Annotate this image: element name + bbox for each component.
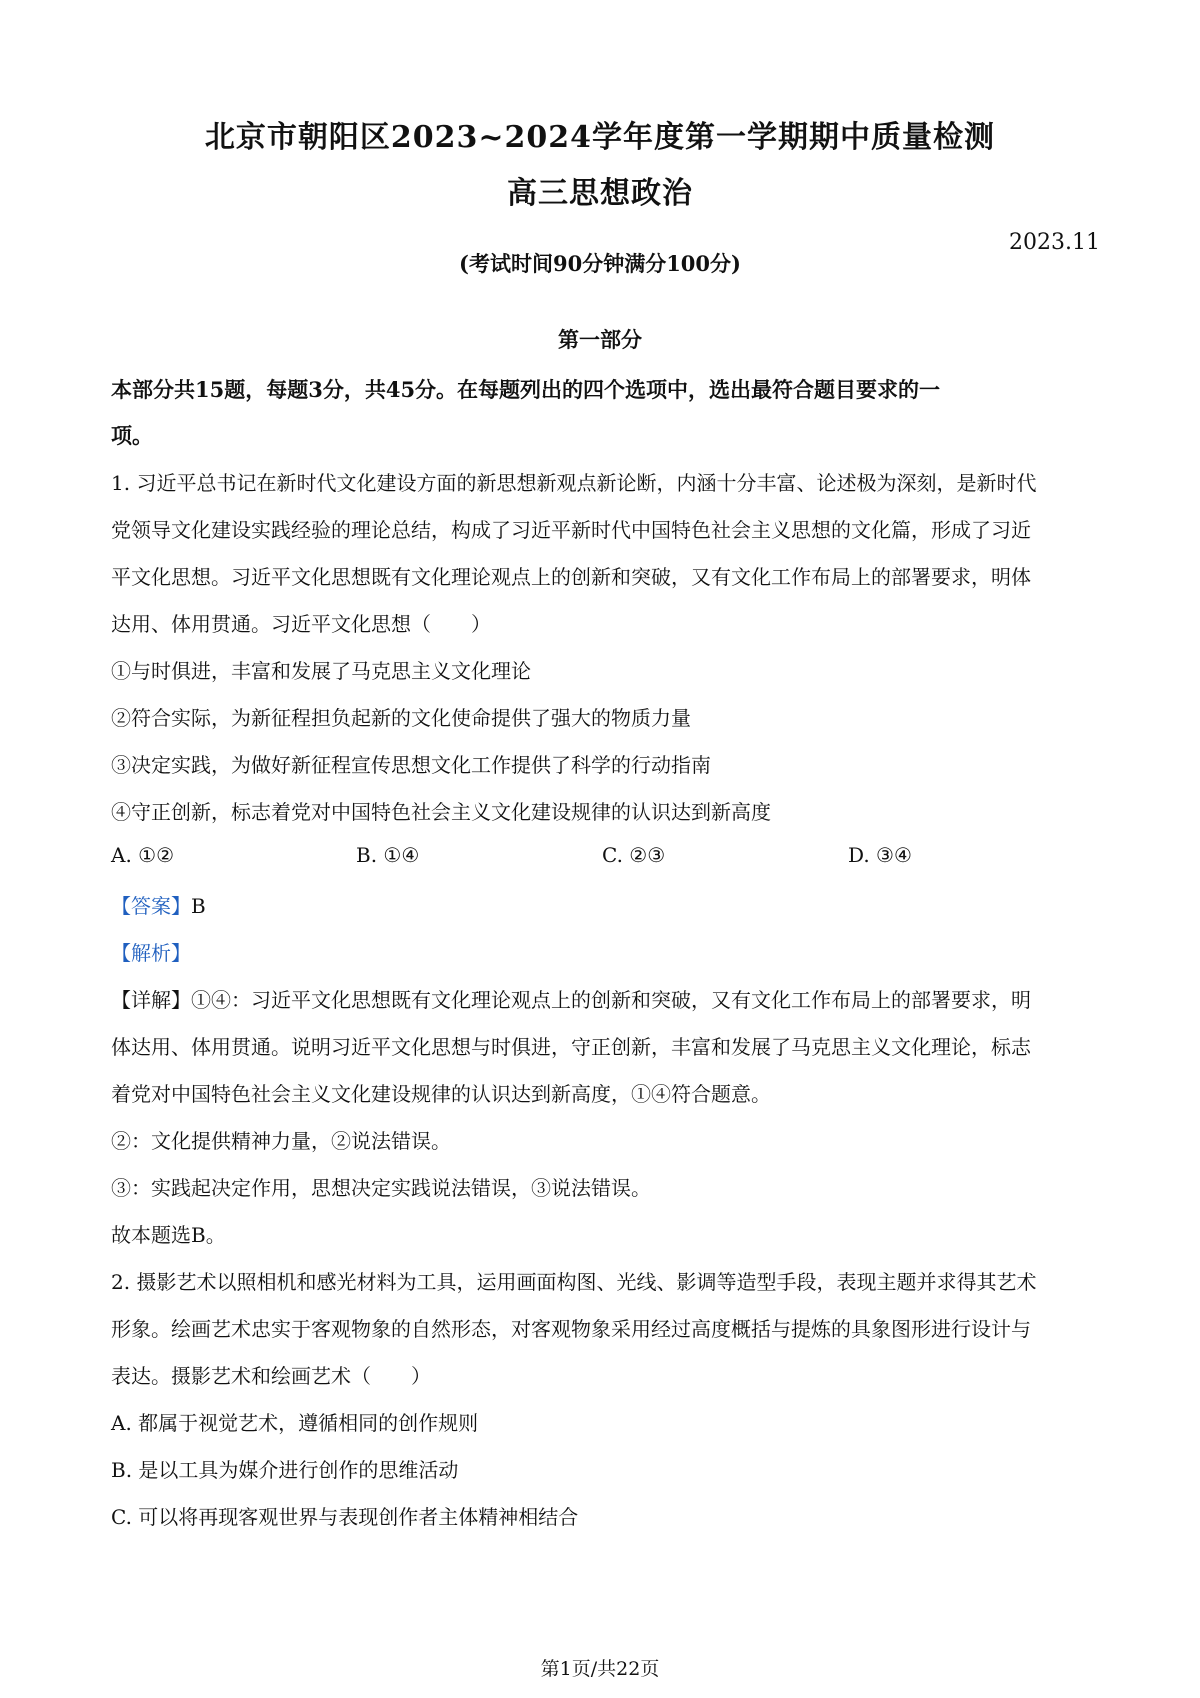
q1-stem-line: 达用、体用贯通。习近平文化思想（ ） [111, 612, 491, 636]
q1-statement: ②符合实际，为新征程担负起新的文化使命提供了强大的物质力量 [111, 706, 691, 730]
q1-stem-line: 党领导文化建设实践经验的理论总结，构成了习近平新时代中国特色社会主义思想的文化篇，形成了习近 [111, 518, 1031, 542]
q1-stem-line: 1. 习近平总书记在新时代文化建设方面的新思想新观点新论断，内涵十分丰富、论述极为深刻，是新时代 [111, 471, 1037, 495]
q1-detail-line: 着党对中国特色社会主义文化建设规律的认识达到新高度，①④符合题意。 [111, 1082, 771, 1106]
answer-value: B [191, 894, 206, 918]
q2-option-a: A. 都属于视觉艺术，遵循相同的创作规则 [111, 1411, 479, 1435]
q1-answer [111, 890, 206, 919]
exam-date: 2023.11 [1009, 230, 1100, 255]
answer-tag: 【答案】 [111, 894, 191, 918]
q1-detail-line: ③：实践起决定作用，思想决定实践说法错误，③说法错误。 [111, 1176, 651, 1200]
part-title: 第一部分 [558, 327, 642, 352]
q1-detail-line: ②：文化提供精神力量，②说法错误。 [111, 1129, 451, 1153]
q2-option-c: C. 可以将再现客观世界与表现创作者主体精神相结合 [111, 1505, 579, 1529]
instructions-line: 项。 [111, 423, 153, 448]
q1-statement: ③决定实践，为做好新征程宣传思想文化工作提供了科学的行动指南 [111, 753, 711, 777]
analysis-tag: 【解析】 [111, 941, 191, 965]
q2-stem-line: 形象。绘画艺术忠实于客观物象的自然形态，对客观物象采用经过高度概括与提炼的具象图形进行设计与 [111, 1317, 1031, 1341]
exam-subject: 高三思想政治 [507, 176, 693, 211]
q2-stem-line: 2. 摄影艺术以照相机和感光材料为工具，运用画面构图、光线、影调等造型手段，表现主题并求得其艺术 [111, 1270, 1037, 1294]
q1-option-c: C. ②③ [602, 843, 666, 867]
q1-option-b: B. ①④ [356, 843, 420, 867]
exam-title: 北京市朝阳区2023~2024学年度第一学期期中质量检测 [204, 120, 996, 155]
q1-option-d: D. ③④ [848, 843, 912, 867]
page-number: 第1页/共22页 [540, 1658, 660, 1680]
q1-detail-line: 故本题选B。 [111, 1223, 226, 1247]
q1-stem-line: 平文化思想。习近平文化思想既有文化理论观点上的创新和突破，又有文化工作布局上的部署要求，明体 [111, 565, 1031, 589]
q1-detail-line: 【详解】①④：习近平文化思想既有文化理论观点上的创新和突破，又有文化工作布局上的部署要求，明 [111, 988, 1031, 1012]
exam-duration: (考试时间90分钟满分100分) [459, 251, 741, 276]
instructions-line: 本部分共15题，每题3分，共45分。在每题列出的四个选项中，选出最符合题目要求的一 [111, 377, 941, 402]
q1-statement: ④守正创新，标志着党对中国特色社会主义文化建设规律的认识达到新高度 [111, 800, 771, 824]
q1-statement: ①与时俱进，丰富和发展了马克思主义文化理论 [111, 659, 531, 683]
q2-stem-line: 表达。摄影艺术和绘画艺术（ ） [111, 1364, 431, 1388]
q2-option-b: B. 是以工具为媒介进行创作的思维活动 [111, 1458, 459, 1482]
q1-option-a: A. ①② [111, 843, 175, 867]
q1-detail-line: 体达用、体用贯通。说明习近平文化思想与时俱进，守正创新，丰富和发展了马克思主义文化理论，标志 [111, 1035, 1031, 1059]
